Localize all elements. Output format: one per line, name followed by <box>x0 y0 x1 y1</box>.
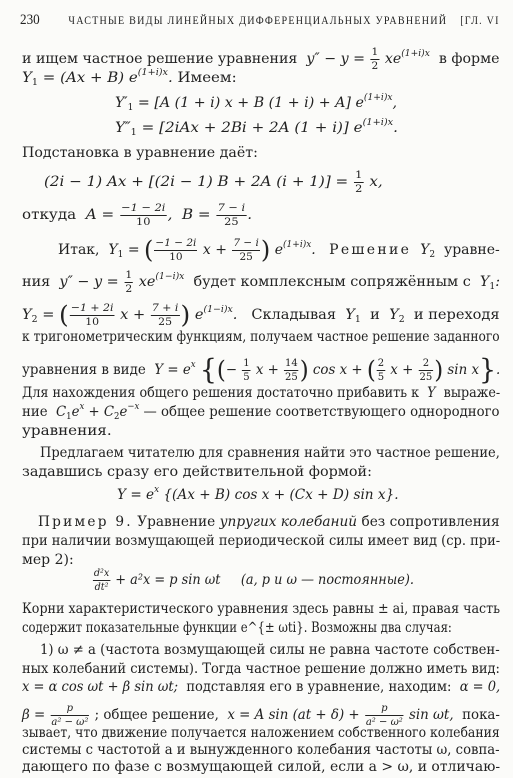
text-line: ния y″ − y = $\frac{1}{2}$ $xe^{(1-i)x}$ будет комплексным сопряжённым с $Y_1$: <box>22 269 501 295</box>
display-formula: $Y'_1 = [A$ (1 + i) x + B (1 + i) + A] $e^{(1+i)x}$, <box>115 93 398 113</box>
header-title: ЧАСТНЫЕ ВИДЫ ЛИНЕЙНЫХ ДИФФЕРЕНЦИАЛЬНЫХ УРАВНЕНИЙ <box>68 15 448 27</box>
text-line: Для нахождения общего решения достаточно прибавить к Y выраже- <box>22 385 501 401</box>
display-formula: $Y''_1 = [2iAx + 2Bi + 2A$ (1 + i)] $e^{(1+i)x}$. <box>115 118 398 138</box>
text-line: дающего по фазе с возмущающей силой, если a > ω, и отличаю- <box>22 759 501 775</box>
text-line: содержит показательные функции e^{± ωti}. Возможны два случая: <box>22 620 452 636</box>
text-line: Предлагаем читателю для сравнения найти это частное решение, <box>40 445 500 461</box>
text-line: зывает, что движение получается наложением собственного колебания <box>22 725 500 741</box>
text-line: мер 2): <box>22 552 74 568</box>
text-line: уравнения в виде $Y = e^x$ {(− $\frac{1}{5}$ x + $\frac{14}{25}$ ) cos x + ( $\frac{2}{5}$ x + $\frac{2}{25}$ ) sin x}. <box>22 353 501 386</box>
text-line: Пример 9. Уравнение упругих колебаний без сопротивления <box>38 514 500 530</box>
text-line: и ищем частное решение уравнения y″ − y = $\frac{1}{2}$ $xe^{(1+i)x}$ в форме <box>22 46 500 72</box>
text-line: Подстановка в уравнение даёт: <box>22 145 258 161</box>
display-formula: (2i − 1) Ax + [(2i − 1) B + 2A (i + 1)] = $\frac{1}{2}$ x, <box>44 169 383 195</box>
text-line: ние $C_1e^x + C_2e^{-x}$ — общее решение соответствующего однородного <box>22 402 500 422</box>
header-chapter: [ГЛ. VI <box>460 15 500 27</box>
example-heading: Пример 9. <box>38 514 133 530</box>
text-line: $Y_2$ = ( $\frac{-1 + 2i}{10}$ x + $\frac{7 + i}{25}$ ) $e^{(1-i)x}$. Складывая $Y_1$ и $Y_2$ и переходя <box>22 301 500 329</box>
text-line: при наличии возмущающей периодической силы имеет вид (ср. при- <box>22 533 501 549</box>
display-formula: $\frac{\text{d²x}}{\text{dt²}}$ + a²x = p sin ωt (a, p и ω — постоянные). <box>93 567 415 593</box>
inline-formula: y″ − y = $\frac{1}{2}$ $xe^{(1+i)x}$ <box>301 46 430 72</box>
text-line: β = $\frac{p}{\text{a² − ω²}}$ ; общее решение, x = A sin (at + δ) + $\frac{p}{\text{a² − ω²}}$ sin ωt, пока- <box>22 702 500 728</box>
text-line: уравнения. <box>22 423 112 439</box>
text-line: Корни характеристического уравнения здесь равны ± ai, правая часть <box>22 601 501 617</box>
display-formula: $Y = e^x$ {(Ax + B) cos x + (Cx + D) sin x}. <box>117 485 399 503</box>
text-line: x = α cos ωt + β sin ωt; подставляя его в уравнение, находим: α = 0, <box>22 679 501 695</box>
text-line: задавшись сразу его действительной формой: <box>22 464 372 480</box>
text-line: системы с частотой a и вынужденного колебания частоты ω, совпа- <box>22 742 500 758</box>
page-number: 230 <box>20 12 40 28</box>
running-header <box>20 12 500 28</box>
text-line: откуда A = $\frac{-1 - 2i}{10}$ , B = $\frac{7 - i}{25}$ . <box>22 202 253 228</box>
text-line: 1) ω ≠ a (частота возмущающей силы не равна частоте собствен- <box>40 642 500 658</box>
inline-formula: $Y_1 = (Ax + B)$ $e^{(1+i)x}$. <box>22 68 173 88</box>
text-line: Итак, $Y_1$ = ( $\frac{-1 - 2i}{10}$ x + $\frac{7 - i}{25}$ ) $e^{(1+i)x}$. Решение $Y_2$ уравне- <box>58 236 500 264</box>
text-line: к тригонометрическим функциям, получаем частное решение заданного <box>22 329 500 345</box>
text-line: $Y_1 = (Ax + B)$ $e^{(1+i)x}$. Имеем: <box>22 68 237 88</box>
text-line: ных колебаний системы). Тогда частное решение должно иметь вид: <box>22 661 500 677</box>
